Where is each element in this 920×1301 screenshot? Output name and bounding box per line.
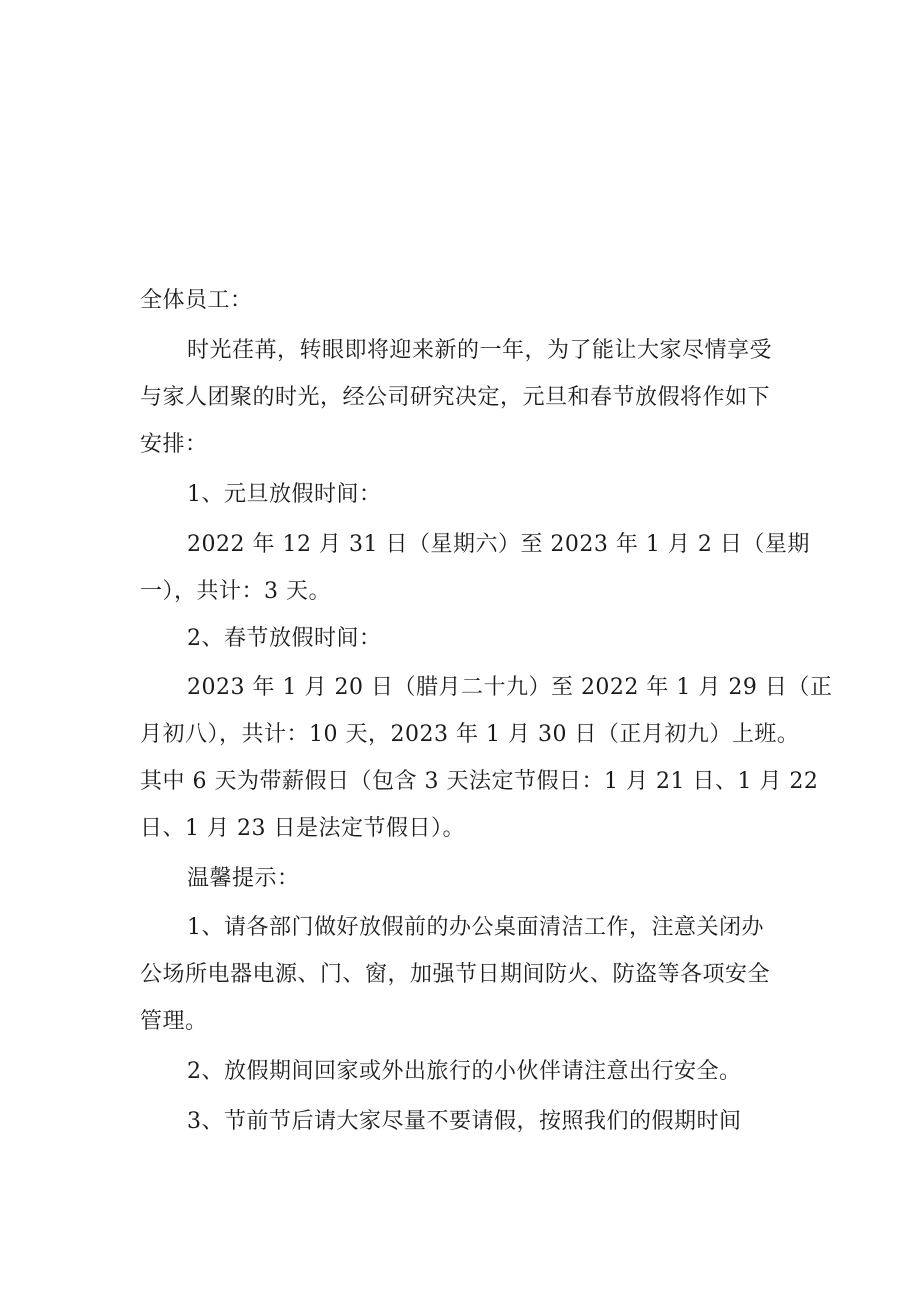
new-year-heading: 1、元旦放假时间： (187, 482, 382, 507)
tips-heading: 温馨提示： (187, 866, 300, 891)
tip-3: 3、节前节后请大家尽量不要请假，按照我们的假期时间 (187, 1109, 742, 1134)
spring-festival-heading: 2、春节放假时间： (187, 626, 382, 651)
intro-line-1: 时光荏苒，转眼即将迎来新的一年，为了能让大家尽情享受 (187, 338, 773, 363)
new-year-line-2: 一），共计：3 天。 (140, 579, 331, 604)
tip-1-line-1: 1、请各部门做好放假前的办公桌面清洁工作，注意关闭办 (187, 915, 764, 940)
spring-festival-line-4: 日、1 月 23 日是法定节假日）。 (140, 816, 465, 841)
spring-festival-line-3: 其中 6 天为带薪假日（包含 3 天法定节假日：1 月 21 日、1 月 22 (140, 769, 819, 794)
intro-line-2: 与家人团聚的时光，经公司研究决定，元旦和春节放假将作如下 (140, 385, 771, 410)
tip-2: 2、放假期间回家或外出旅行的小伙伴请注意出行安全。 (187, 1059, 742, 1084)
salutation: 全体员工： (140, 288, 253, 313)
tip-1-line-3: 管理。 (140, 1009, 208, 1034)
spring-festival-line-2: 月初八），共计：10 天，2023 年 1 月 30 日（正月初九）上班。 (140, 722, 800, 747)
new-year-line-1: 2022 年 12 月 31 日（星期六）至 2023 年 1 月 2 日（星期 (187, 532, 810, 557)
spring-festival-line-1: 2023 年 1 月 20 日（腊月二十九）至 2022 年 1 月 29 日（正 (187, 675, 833, 700)
intro-line-3: 安排： (140, 432, 208, 457)
tip-1-line-2: 公场所电器电源、门、窗，加强节日期间防火、防盗等各项安全 (140, 962, 771, 987)
